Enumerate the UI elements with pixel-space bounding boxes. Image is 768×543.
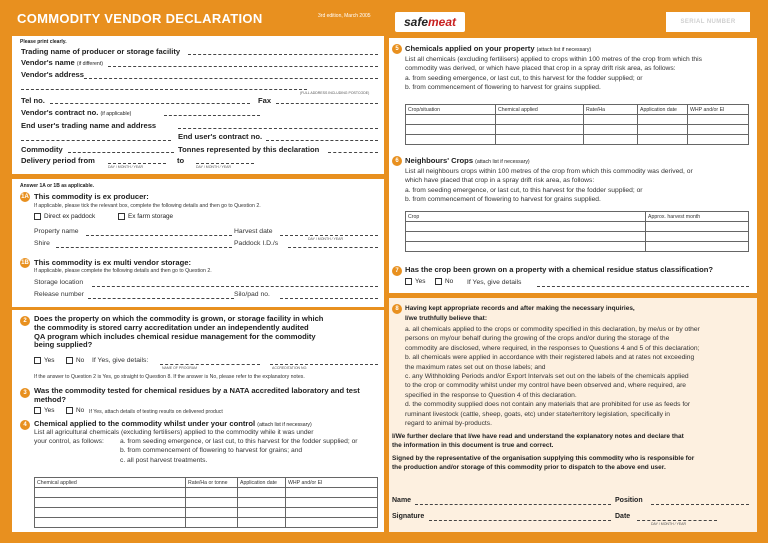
program-name-hint: NAME OF PROGRAM (162, 366, 198, 370)
question-6-title: Neighbours' Crops (attach list if necessary) (405, 156, 530, 165)
tel-label: Tel no. (21, 96, 45, 105)
further-declaration: I/We further declare that I/we have read and understand the explanatory notes and declare that the information in this document is true and correct. (392, 433, 684, 450)
delivery-to-label: to (177, 156, 185, 165)
paddock-field[interactable] (288, 247, 378, 248)
question-1a-note: If applicable, please tick the relevant box, complete the following details and then go to Question 2. (34, 203, 261, 209)
vendor-name-label: Vendor's name (if different) (21, 58, 103, 67)
serial-number-box: SERIAL NUMBER (666, 12, 750, 32)
table-header-cell: Crop (406, 212, 646, 222)
table-row[interactable] (406, 135, 749, 145)
question-3-yes-option[interactable]: Yes (34, 407, 54, 414)
table-row[interactable] (35, 518, 378, 528)
question-1-panel (12, 179, 384, 307)
table-row[interactable] (35, 508, 378, 518)
table-row[interactable] (406, 242, 749, 252)
question-6-badge: 6 (392, 156, 402, 166)
date-label: Date (615, 513, 631, 520)
silo-field[interactable] (280, 298, 378, 299)
question-5-badge: 5 (392, 44, 402, 54)
declaration-clauses: a. all chemicals applied to the crops or commodity specified in this declaration, by me/us or by other persons on my/our behalf during the growing of the crops and/or during the storage of the commodity are disclosed, where required, in the responses to Questions 4 and 5 of this declaration; b. all chemicals were applied in accordance with their registered labels and at rates not exceeding the maximum rates set out on those labels; and c. any Withholding Periods and/or Export Intervals set out on the labels of the chemicals applied to the crop or commodity whilst under my control have been observed and, where required, are specified in the response to Question 4 of this declaration. d. the commodity supplied does not contain any materials that are prohibited for use as feeds for ruminant livestock (cattle, sheep, goats, etc) under state/territory legislation, specifically in regard to animal by-products. (405, 326, 700, 428)
direct-paddock-label: Direct ex paddock (44, 213, 96, 220)
end-user-contract-field[interactable] (266, 140, 378, 141)
question-7-badge: 7 (392, 266, 402, 276)
end-user-contract-label: End user's contract no. (178, 132, 263, 141)
declaration-panel (389, 298, 757, 532)
property-field[interactable] (86, 235, 232, 236)
position-field[interactable] (651, 504, 749, 505)
end-user-field-1[interactable] (178, 128, 378, 129)
table-header-cell: Application date (238, 478, 286, 488)
question-2-note: If the answer to Question 2 is Yes, go straight to Question 8. If the answer is No, please refer to the explanatory notes. (34, 374, 305, 380)
question-4-items: a. from seeding emergence, or last cut, to this harvest for the fodder supplied; or b. from commencement of flowering to harvest for grains; and c. all post harvest treatments. (120, 438, 358, 464)
question-2-title: Does the property on which the commodity is grown, or storage facility in which the commodity is stored carry accreditation under an independently audited QA program which includes chemical residue management for the commodity being supplied? (34, 314, 324, 350)
table-row[interactable] (406, 222, 749, 232)
release-field[interactable] (88, 298, 234, 299)
question-4-title: Chemical applied to the commodity whilst under your control (attach list if necessary) (34, 419, 312, 428)
paddock-label: Paddock I.D./s (234, 240, 279, 247)
end-user-label: End user's trading name and address (21, 121, 157, 130)
question-1b-note: If applicable, please complete the following details and then go to Question 2. (34, 268, 212, 274)
address-note: (FULL ADDRESS INCLUDING POSTCODE) (300, 91, 370, 95)
question-7-details-label: If Yes, give details (467, 279, 522, 286)
harvest-date-hint: DAY / MONTH / YEAR (308, 237, 344, 241)
tonnes-field[interactable] (328, 152, 378, 153)
table-row[interactable] (406, 232, 749, 242)
question-7-no-option[interactable]: No (435, 278, 453, 285)
question-4-table (34, 477, 378, 528)
date-hint: DAY / MONTH / YEAR (651, 522, 687, 526)
questions-2-4-panel (12, 310, 384, 532)
name-field[interactable] (415, 504, 611, 505)
vendor-address-label: Vendor's address (21, 70, 85, 79)
shire-field[interactable] (56, 247, 232, 248)
table-row[interactable] (35, 488, 378, 498)
harvest-date-field[interactable] (280, 235, 378, 236)
question-2-details-label: If Yes, give details: (92, 357, 149, 364)
question-5-table (405, 104, 749, 145)
logo-text-main: safe (403, 15, 428, 29)
question-7-yes-option[interactable]: Yes (405, 278, 425, 285)
question-8-title: Having kept appropriate records and after making the necessary inquiries, (405, 305, 635, 312)
direct-paddock-option[interactable] (34, 213, 95, 220)
delivery-label: Delivery period from (21, 156, 95, 165)
question-2-no-option[interactable]: No (66, 357, 84, 364)
table-header-cell: WHP and/or EI (286, 478, 378, 488)
farm-storage-label: Ex farm storage (128, 213, 174, 220)
answer-1-note: Answer 1A or 1B as applicable. (20, 183, 95, 189)
fax-field[interactable] (276, 103, 378, 104)
delivery-to-date-hint: DAY / MONTH / YEAR (196, 165, 232, 169)
tel-field[interactable] (50, 103, 250, 104)
question-1b-badge: 1B (21, 260, 29, 266)
question-6-body: List all neighbours crops within 100 metres of the crop from which this commodity was derived, or which have placed that crop in a spray drift risk area, as follows: a. from seeding emergence, or last cut, to this harvest for the fodder supplied; or b. from commencement of flowering to harvest for grains supplied. (405, 168, 693, 204)
question-2-yes-checkbox[interactable] (34, 357, 41, 364)
vendor-address-field-1[interactable] (84, 78, 378, 79)
question-7-details-field[interactable] (537, 286, 749, 287)
table-header-cell: Rate/Ha (584, 105, 638, 115)
producer-field[interactable] (188, 54, 378, 55)
table-header-row (406, 212, 749, 222)
table-header-cell: Application date (638, 105, 688, 115)
farm-storage-option[interactable] (118, 213, 173, 220)
question-1a-badge: 1A (21, 194, 29, 200)
table-header-row (35, 478, 378, 488)
question-3-no-checkbox[interactable] (66, 407, 73, 414)
question-2-badge: 2 (20, 316, 30, 326)
vendor-details-panel (12, 36, 384, 174)
program-name-field[interactable] (160, 364, 260, 365)
question-3-title: Was the commodity tested for chemical residues by a NATA accredited laboratory and test method? (34, 386, 360, 404)
safemeat-logo (395, 12, 465, 32)
question-2-no-checkbox[interactable] (66, 357, 73, 364)
vendor-address-field-2[interactable] (21, 89, 307, 90)
property-label: Property name (34, 228, 79, 235)
table-header-cell: Crop/situation (406, 105, 496, 115)
question-4-body: List all agricultural chemicals (excluding fertilisers) applied to the commodity while it was under your control, as follows: (34, 429, 314, 446)
question-7-yes-checkbox[interactable] (405, 278, 412, 285)
question-7-title: Has the crop been grown on a property with a chemical residue status classification? (405, 265, 714, 274)
question-4-badge: 4 (20, 420, 30, 430)
table-header-row (406, 105, 749, 115)
tonnes-label: Tonnes represented by this declaration (178, 145, 320, 154)
table-header-cell: Rate/Ha or tonne (186, 478, 238, 488)
question-6-table (405, 211, 749, 252)
question-1a-title: This commodity is ex producer: (34, 192, 149, 201)
question-3-badge: 3 (20, 388, 30, 398)
end-user-field-2[interactable] (21, 140, 171, 141)
print-clearly-note: Please print clearly. (20, 39, 67, 45)
edition-note: 3rd edition, March 2005 (318, 13, 371, 19)
delivery-from-field[interactable] (108, 163, 166, 164)
name-label: Name (392, 497, 412, 504)
farm-storage-checkbox[interactable] (118, 213, 125, 220)
table-header-cell: Chemical applied (35, 478, 186, 488)
logo-text-accent: meat (428, 15, 457, 29)
signed-by-statement: Signed by the representative of the organisation supplying this commodity who is responsible for the production and/or storage of this commodity prior to dispatch to the above end user. (392, 455, 695, 472)
believe-statement: I/we truthfully believe that: (405, 315, 487, 322)
table-header-cell: Chemical applied (496, 105, 584, 115)
table-header-cell: Approx. harvest month (646, 212, 749, 222)
commodity-label: Commodity (21, 145, 63, 154)
silo-label: Silo/pad no. (234, 291, 270, 298)
question-1b-title: This commodity is ex multi vendor storage: (34, 258, 191, 267)
harvest-label: Harvest date (234, 228, 273, 235)
question-5-title: Chemicals applied on your property (attach list if necessary) (405, 44, 592, 53)
release-label: Release number (34, 291, 84, 298)
questions-5-7-panel (389, 38, 757, 293)
fax-label: Fax (258, 96, 272, 105)
storage-label: Storage location (34, 279, 84, 286)
storage-field[interactable] (92, 286, 378, 287)
form-title: COMMODITY VENDOR DECLARATION (17, 11, 263, 26)
table-header-cell: WHP and/or EI (688, 105, 749, 115)
direct-paddock-checkbox[interactable] (34, 213, 41, 220)
question-5-body: List all chemicals (excluding fertilisers) applied to crops within 100 metres of the crop from which this commodity was derived, or which have placed that crop in a spray drift risk area, as follows: a. from seeding emergence, or last cut, to this harvest for the fodder supplied; or b. from commencement of flowering to harvest for grains supplied. (405, 56, 702, 92)
question-7-no-checkbox[interactable] (435, 278, 442, 285)
question-2-yes-option[interactable]: Yes (34, 357, 54, 364)
table-row[interactable] (406, 125, 749, 135)
table-row[interactable] (35, 498, 378, 508)
accreditation-hint: ACCREDITATION NO. (272, 366, 308, 370)
accreditation-field[interactable] (270, 364, 378, 365)
date-field[interactable] (637, 520, 717, 521)
shire-label: Shire (34, 240, 50, 247)
vendor-name-field[interactable] (108, 66, 378, 67)
producer-label: Trading name of producer or storage facility (21, 47, 181, 56)
question-3-note: If Yes, attach details of testing results on delivered product (89, 409, 223, 415)
question-8-badge: 8 (392, 304, 402, 314)
signature-label: Signature (392, 513, 425, 520)
commodity-field[interactable] (68, 152, 174, 153)
delivery-from-date-hint: DAY / MONTH / YEAR (108, 165, 144, 169)
delivery-to-field[interactable] (196, 163, 254, 164)
vendor-contract-field[interactable] (164, 115, 260, 116)
table-row[interactable] (406, 115, 749, 125)
vendor-contract-label: Vendor's contract no. (if applicable) (21, 108, 132, 117)
question-3-no-option[interactable]: No (66, 407, 84, 414)
question-3-yes-checkbox[interactable] (34, 407, 41, 414)
position-label: Position (615, 497, 643, 504)
signature-field[interactable] (429, 520, 611, 521)
